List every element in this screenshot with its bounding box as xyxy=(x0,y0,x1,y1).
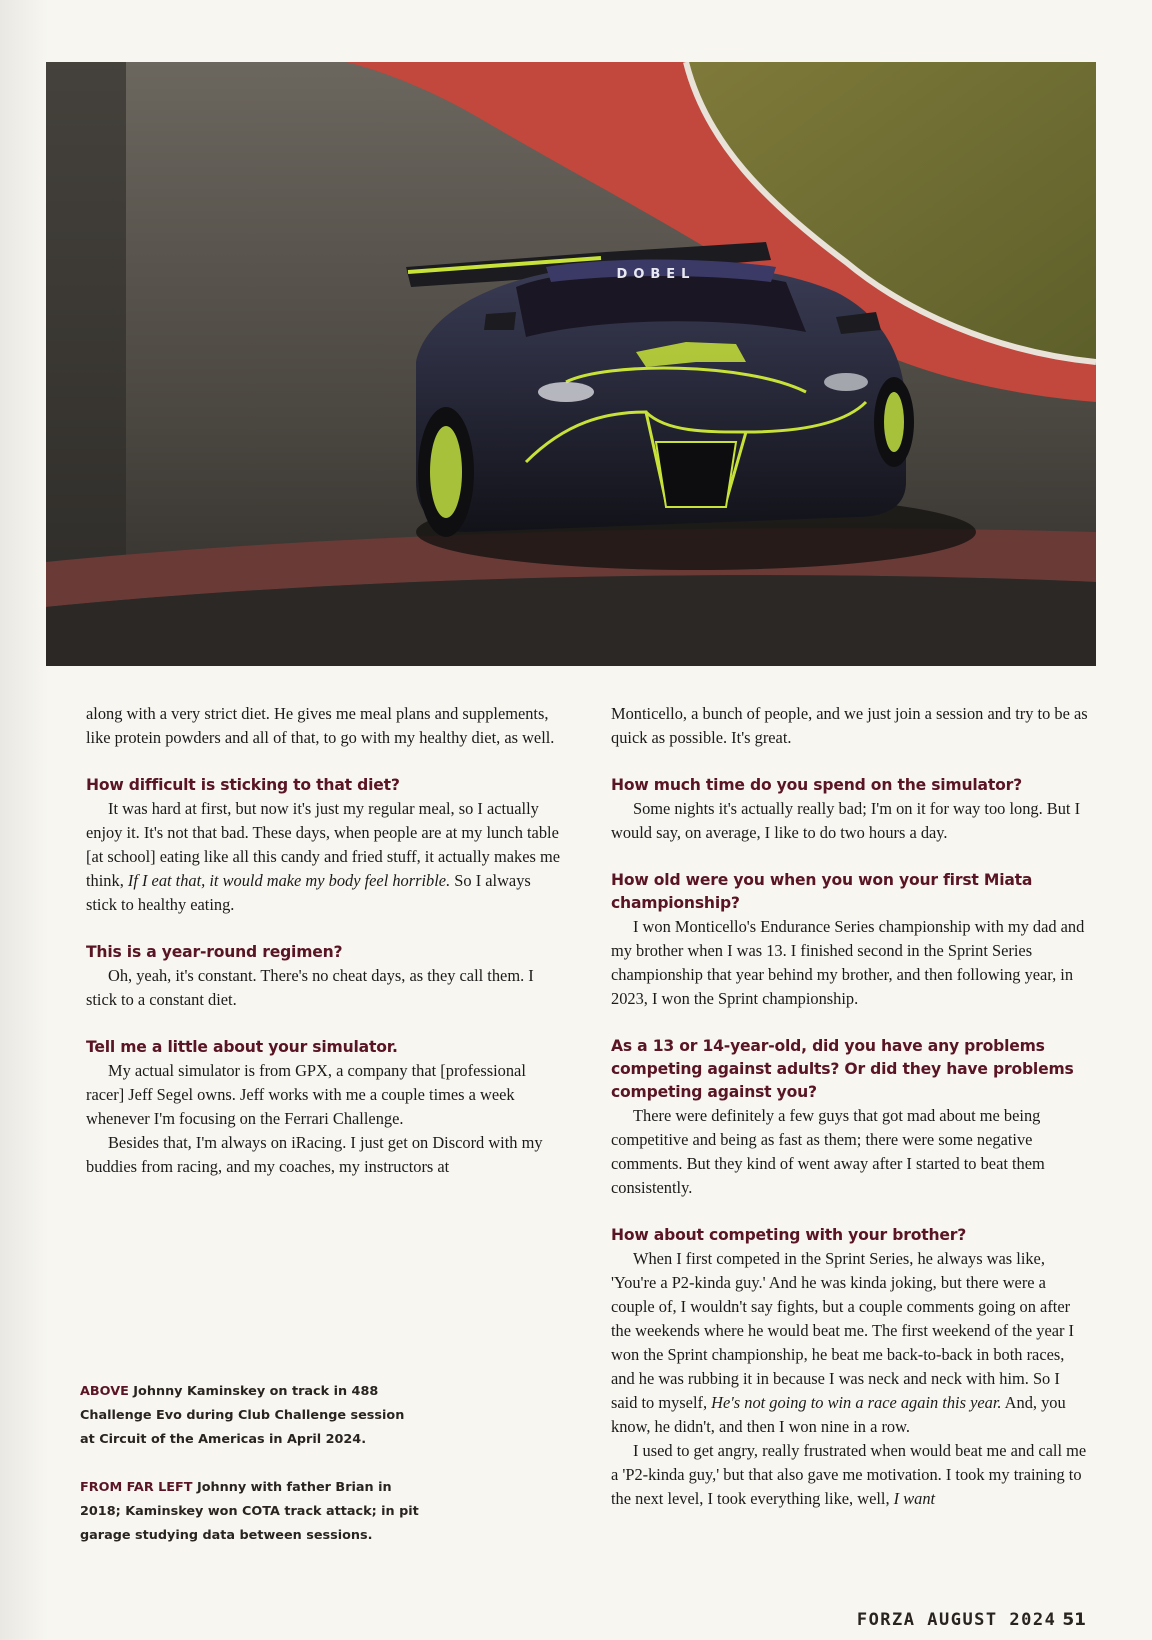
right-column xyxy=(611,702,1089,1511)
question-heading: Tell me a little about your simulator. xyxy=(86,1038,398,1056)
question-heading: How about competing with your brother? xyxy=(611,1226,967,1244)
race-car-illustration xyxy=(46,62,1096,666)
page-folio xyxy=(857,1610,1086,1630)
answer-italic-text: He's not going to win a race again this year. xyxy=(711,1393,1002,1412)
photo-captions xyxy=(80,1380,420,1572)
page-number: 51 xyxy=(1062,1610,1086,1630)
answer-paragraph xyxy=(86,797,564,917)
right-intro-paragraph: Monticello, a bunch of people, and we just join a session and try to be as quick as possible. It's great. xyxy=(611,704,1088,747)
question-heading: How old were you when you won your first Miata championship? xyxy=(611,871,1033,912)
caption-text: Johnny Kaminskey on track in 488 Challenge Evo during Club Challenge session at Circuit of the Americas in April 2024. xyxy=(80,1384,405,1447)
left-intro-paragraph: along with a very strict diet. He gives me meal plans and supplements, like protein powders and all of that, to go with my healthy diet, as well. xyxy=(86,704,555,747)
caption-text: Johnny with father Brian in 2018; Kaminskey won COTA track attack; in pit garage studying data between sessions. xyxy=(80,1480,419,1543)
left-column xyxy=(86,702,564,1179)
question-heading: How difficult is sticking to that diet? xyxy=(86,776,400,794)
answer-italic-text: If I eat that, it would make my body feel horrible. xyxy=(127,871,451,890)
page-gutter-shadow xyxy=(0,0,48,1640)
answer-paragraph: Some nights it's actually really bad; I'm on it for way too long. But I would say, on average, I like to do two hours a day. xyxy=(611,799,1081,842)
race-car-photo xyxy=(46,62,1096,666)
caption-lead: ABOVE xyxy=(80,1384,129,1399)
question-heading: How much time do you spend on the simulator? xyxy=(611,776,1022,794)
answer-paragraph xyxy=(611,1247,1089,1439)
answer-italic-text: I want xyxy=(893,1489,936,1508)
answer-paragraph: My actual simulator is from GPX, a company that [professional racer] Jeff Segel owns. Jeff works with me a couple times a week whenever I'm focusing on the Ferrari Challenge. xyxy=(86,1061,526,1128)
answer-paragraph: Oh, yeah, it's constant. There's no cheat days, as they call them. I stick to a constant diet. xyxy=(86,966,534,1009)
answer-paragraph: There were definitely a few guys that got mad about me being competitive and being as fast as them; there were some negative comments. But they kind of went away after I started to beat them consistently. xyxy=(611,1106,1045,1197)
magazine-issue: FORZA AUGUST 2024 xyxy=(856,1610,1057,1630)
answer-text: And, you know, he didn't, and then I won nine in a row. xyxy=(611,1393,1066,1436)
answer-text: It was hard at first, but now it's just my regular meal, so I actually enjoy it. It's not that bad. These days, when people are at my lunch table [at school] eating like all this candy and fried stuff, it actually makes me think, xyxy=(86,799,560,890)
answer-text: When I first competed in the Sprint Series, he always was like, 'You're a P2-kinda guy.' And he was kinda joking, but there were a couple of, I wouldn't say fights, but a couple comments going on after the weekends where he would beat me. The first weekend of the year I won the Sprint championship, he beat me back-to-back in both races, and he was rubbing it in because I was neck and neck with him. So I said to myself, xyxy=(611,1249,1075,1412)
caption-above xyxy=(80,1380,420,1452)
answer-paragraph: Besides that, I'm always on iRacing. I just get on Discord with my buddies from racing, and my coaches, my instructors at xyxy=(86,1133,543,1176)
caption-lead: FROM FAR LEFT xyxy=(80,1480,193,1495)
svg-text:DOBEL: DOBEL xyxy=(616,267,696,282)
answer-text: So I always stick to healthy eating. xyxy=(86,871,531,914)
question-heading: As a 13 or 14-year-old, did you have any problems competing against adults? Or did they have problems competing against you? xyxy=(611,1037,1074,1101)
question-heading: This is a year-round regimen? xyxy=(86,943,343,961)
answer-paragraph: I won Monticello's Endurance Series championship with my dad and my brother when I was 13. I finished second in the Sprint Series championship that year behind my brother, and then following year, in 2023, I won the Sprint championship. xyxy=(611,917,1085,1008)
caption-far-left xyxy=(80,1476,420,1548)
answer-paragraph xyxy=(611,1439,1089,1511)
answer-text: I used to get angry, really frustrated when would beat me and call me a 'P2-kinda guy,' but that also gave me motivation. I took my training to the next level, I took everything like, well, xyxy=(611,1441,1087,1508)
